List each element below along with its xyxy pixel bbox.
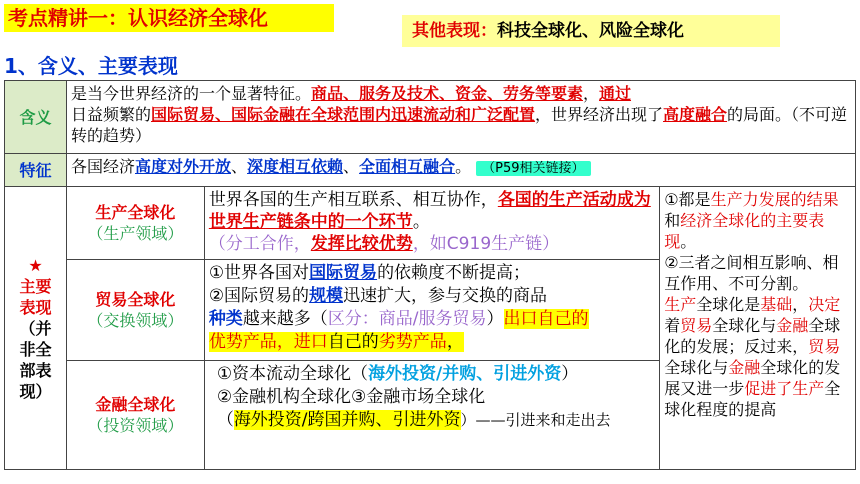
- other-text: 科技全球化、风险全球化: [497, 21, 684, 41]
- finance-capital: 海外投资/并购、引进外资: [368, 364, 562, 384]
- meaning-text: ，世界经济出现了: [535, 105, 664, 124]
- feature-label: 特征: [5, 154, 67, 187]
- trade-content: [204, 260, 659, 361]
- trade-international: 国际贸易: [309, 263, 378, 283]
- trade-text: ①世界各国对: [208, 263, 310, 283]
- production-chain: 各国的生产活动成为世界生产链条中的一个环节: [208, 190, 651, 232]
- trade-text: ）: [486, 309, 504, 329]
- section-heading: 1、含义、主要表现: [4, 54, 178, 78]
- trade-label: [66, 260, 204, 361]
- trade-variety: 种类: [208, 309, 243, 329]
- main-label-line: 非全: [19, 339, 52, 359]
- note-text: 全球化与: [664, 358, 729, 377]
- note-text: ②三者之间相互影响、相互作用、不可分割。: [664, 253, 839, 293]
- finance-content: [204, 361, 659, 470]
- relationship-note: [660, 187, 856, 470]
- production-text: 。: [412, 212, 430, 232]
- main-manifestations-label: [5, 187, 67, 470]
- meaning-label: 含义: [5, 81, 67, 154]
- finance-text: ）——引进来和走出去: [460, 411, 611, 429]
- meaning-through: 通过: [599, 84, 632, 103]
- trade-disadvantage: 劣势产品: [378, 332, 447, 352]
- star-icon: ★: [28, 255, 43, 275]
- production-note: ，如C919生产链）: [412, 234, 560, 254]
- note-text: 和: [664, 211, 681, 230]
- meaning-text: 的局面。（不可逆转的趋势）: [70, 105, 848, 145]
- finance-domain: （投资领域）: [87, 416, 184, 435]
- meaning-text: ，: [583, 84, 600, 103]
- finance-text: ②金融机构全球化③金融市场全球化: [216, 387, 486, 407]
- production-advantage: 发挥比较优势: [310, 234, 413, 254]
- main-label-line: 主要: [19, 276, 52, 296]
- trade-text: 的依赖度不断提高；: [377, 263, 531, 283]
- finance-investment: 海外投资/跨国并购、引进外资: [233, 410, 461, 430]
- feature-text: 各国经济: [70, 157, 135, 176]
- production-note: （分工合作，: [208, 234, 311, 254]
- note-text: 。: [680, 232, 697, 251]
- production-text: 世界各国的生产相互联系、相互协作，: [208, 190, 498, 210]
- finance-text: ）: [561, 364, 579, 384]
- feature-link-note: （P59相关链接）: [476, 161, 590, 176]
- trade-text: ，: [446, 332, 464, 352]
- note-red: 决定: [808, 295, 841, 314]
- meaning-factors: 商品、服务及技术、资金、劳务等要素: [310, 84, 583, 103]
- production-domain: （生产领域）: [87, 224, 184, 243]
- note-text: ①都是: [664, 190, 711, 209]
- trade-text: 越来越多（: [242, 309, 328, 329]
- feature-integration: 全面相互融合: [359, 157, 456, 176]
- finance-text: ①资本流动全球化（: [216, 364, 369, 384]
- trade-title: 贸易全球化: [95, 290, 176, 309]
- meaning-text: 日益频繁的: [70, 105, 151, 124]
- finance-text: （: [216, 410, 234, 430]
- production-row: [5, 187, 856, 260]
- trade-text: ②国际贸易的: [208, 286, 310, 306]
- trade-export: 出口自己的: [503, 309, 589, 329]
- meaning-flow: 国际贸易、国际金融在全球范围内迅速流动和广泛配置: [150, 105, 535, 124]
- note-text: 全球化与: [712, 316, 777, 335]
- note-red: 生产力发展的结果: [710, 190, 839, 209]
- note-red: 贸易: [808, 337, 841, 356]
- note-text: 全球化的发展；反过来，: [664, 316, 841, 356]
- production-label: [66, 187, 204, 260]
- note-text: 全球化是: [696, 295, 761, 314]
- feature-openness: 高度对外开放: [134, 157, 231, 176]
- finance-title: 金融全球化: [95, 395, 176, 414]
- meaning-text: 是当今世界经济的一个显著特征。: [70, 84, 311, 103]
- meaning-row: [5, 81, 856, 154]
- main-label-line: 现）: [19, 381, 52, 401]
- production-content: [204, 187, 659, 260]
- content-table: [4, 80, 856, 470]
- meaning-integration: 高度融合: [663, 105, 728, 124]
- trade-distinction: 区分：商品/服务贸易: [327, 309, 487, 329]
- note-red: 基础: [760, 295, 793, 314]
- note-red: 促进了生产: [744, 379, 825, 398]
- feature-dependence: 深度相互依赖: [247, 157, 344, 176]
- feature-row: [5, 154, 856, 187]
- meaning-content: [66, 81, 855, 154]
- finance-label: [66, 361, 204, 470]
- trade-scale: 规模: [309, 286, 344, 306]
- trade-domain: （交换领域）: [87, 311, 184, 330]
- production-title: 生产全球化: [95, 203, 176, 222]
- note-text: 全球化程度的提高: [664, 379, 841, 419]
- feature-text: 。: [455, 157, 472, 176]
- feature-text: 、: [343, 157, 360, 176]
- note-text: ，: [792, 295, 809, 314]
- trade-text: 自己的: [327, 332, 379, 352]
- note-red: 生产: [664, 295, 697, 314]
- other-manifestations-box: [402, 15, 780, 47]
- trade-text: 迅速扩大，参与交换的商品: [343, 286, 548, 306]
- note-text: 着: [664, 316, 681, 335]
- note-red: 经济全球化的主要表现: [664, 211, 825, 251]
- note-red: 金融: [728, 358, 761, 377]
- note-red: 贸易: [680, 316, 713, 335]
- feature-content: [66, 154, 855, 187]
- feature-text: 、: [231, 157, 248, 176]
- note-red: 金融: [776, 316, 809, 335]
- main-label-line: 表现: [19, 297, 52, 317]
- main-label-line: （并: [19, 318, 52, 338]
- other-label: 其他表现：: [412, 21, 497, 41]
- page-title: 考点精讲一：认识经济全球化: [4, 4, 334, 32]
- note-text: 全球化的发展又进一步: [664, 358, 841, 398]
- main-label-line: 部表: [19, 360, 52, 380]
- trade-advantage: 优势产品: [208, 332, 277, 352]
- trade-import: ，进口: [276, 332, 328, 352]
